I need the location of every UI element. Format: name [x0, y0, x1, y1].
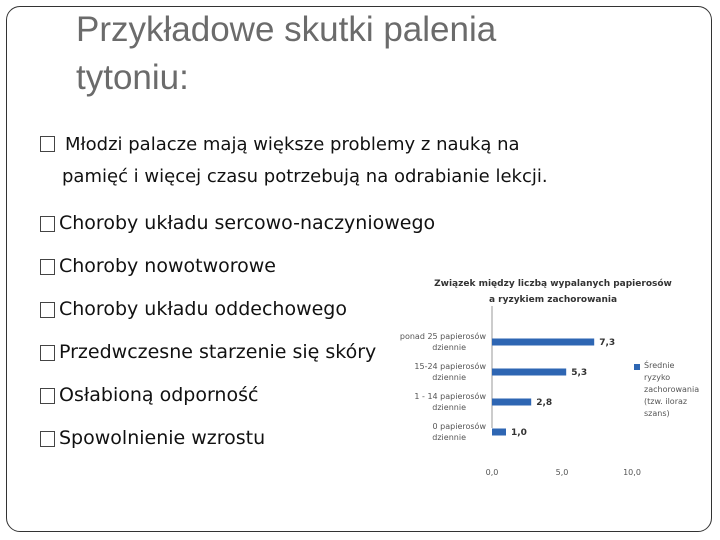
legend-text-1: Średnie — [644, 361, 675, 370]
bullet-text: Osłabioną odporność — [59, 384, 259, 406]
bullet-item — [40, 128, 625, 161]
bullet-item — [40, 341, 376, 363]
bullet-text: Choroby układu oddechowego — [59, 298, 347, 320]
bullet-item — [40, 298, 347, 320]
title-line-1: Przykładowe skutki palenia — [76, 10, 497, 49]
bar — [492, 369, 566, 376]
risk-chart — [392, 270, 702, 480]
bar-value-label: 7,3 — [599, 338, 616, 348]
bullet-item — [40, 255, 276, 277]
category-label: ponad 25 papierosów — [399, 332, 486, 341]
bullet-text: Przedwczesne starzenie się skóry — [59, 341, 377, 363]
chart-title-line-1: Związek między liczbą wypalanych papierosów — [434, 279, 672, 289]
bullet-text — [65, 128, 625, 161]
chart-legend — [634, 360, 704, 420]
checkbox-bullet-icon — [40, 302, 55, 318]
bullet-item — [40, 212, 435, 234]
category-label: dziennie — [432, 343, 466, 352]
legend-text-3: zachorowania — [644, 385, 700, 394]
bullet-text: Choroby nowotworowe — [59, 255, 276, 277]
checkbox-bullet-icon — [40, 345, 55, 361]
bar — [492, 399, 531, 406]
category-label: 0 papierosów — [432, 422, 486, 431]
chart-title-line-2: a ryzykiem zachorowania — [488, 295, 618, 305]
legend-swatch — [634, 364, 640, 370]
bullet-line-1: Młodzi palacze mają większe problemy z nauką na — [65, 134, 520, 155]
bullet-text: Choroby układu sercowo-naczyniowego — [59, 212, 436, 234]
bullet-text: Spowolnienie wzrostu — [59, 427, 266, 449]
bullet-item — [40, 384, 258, 406]
bar — [492, 339, 594, 346]
bar-value-label: 1,0 — [511, 428, 527, 438]
x-tick-label: 5,0 — [555, 468, 569, 477]
category-label: dziennie — [432, 403, 466, 412]
x-tick-label: 0,0 — [485, 468, 499, 477]
checkbox-bullet-icon — [40, 431, 55, 447]
bar — [492, 429, 506, 436]
bar-value-label: 2,8 — [536, 398, 553, 408]
legend-text-4: (tzw. iloraz — [644, 397, 688, 406]
bar-value-label: 5,3 — [571, 368, 588, 378]
bullet-line-2: pamięć i więcej czasu potrzebują na odrabianie lekcji. — [62, 166, 548, 187]
category-label: dziennie — [432, 433, 466, 442]
bullet-item — [40, 427, 265, 449]
checkbox-bullet-icon — [40, 388, 55, 404]
slide-title — [76, 6, 676, 102]
title-line-2: tytoniu: — [76, 58, 189, 97]
bullet-continuation — [62, 166, 548, 187]
checkbox-bullet-icon — [40, 216, 55, 232]
legend-text-2: ryzyko — [644, 373, 671, 382]
checkbox-bullet-icon — [40, 136, 55, 152]
category-label: 15-24 papierosów — [414, 362, 486, 371]
x-tick-label: 10,0 — [623, 468, 641, 477]
checkbox-bullet-icon — [40, 259, 55, 275]
category-label: 1 - 14 papierosów — [414, 392, 486, 401]
category-label: dziennie — [432, 373, 466, 382]
legend-text-5: szans) — [644, 409, 670, 418]
